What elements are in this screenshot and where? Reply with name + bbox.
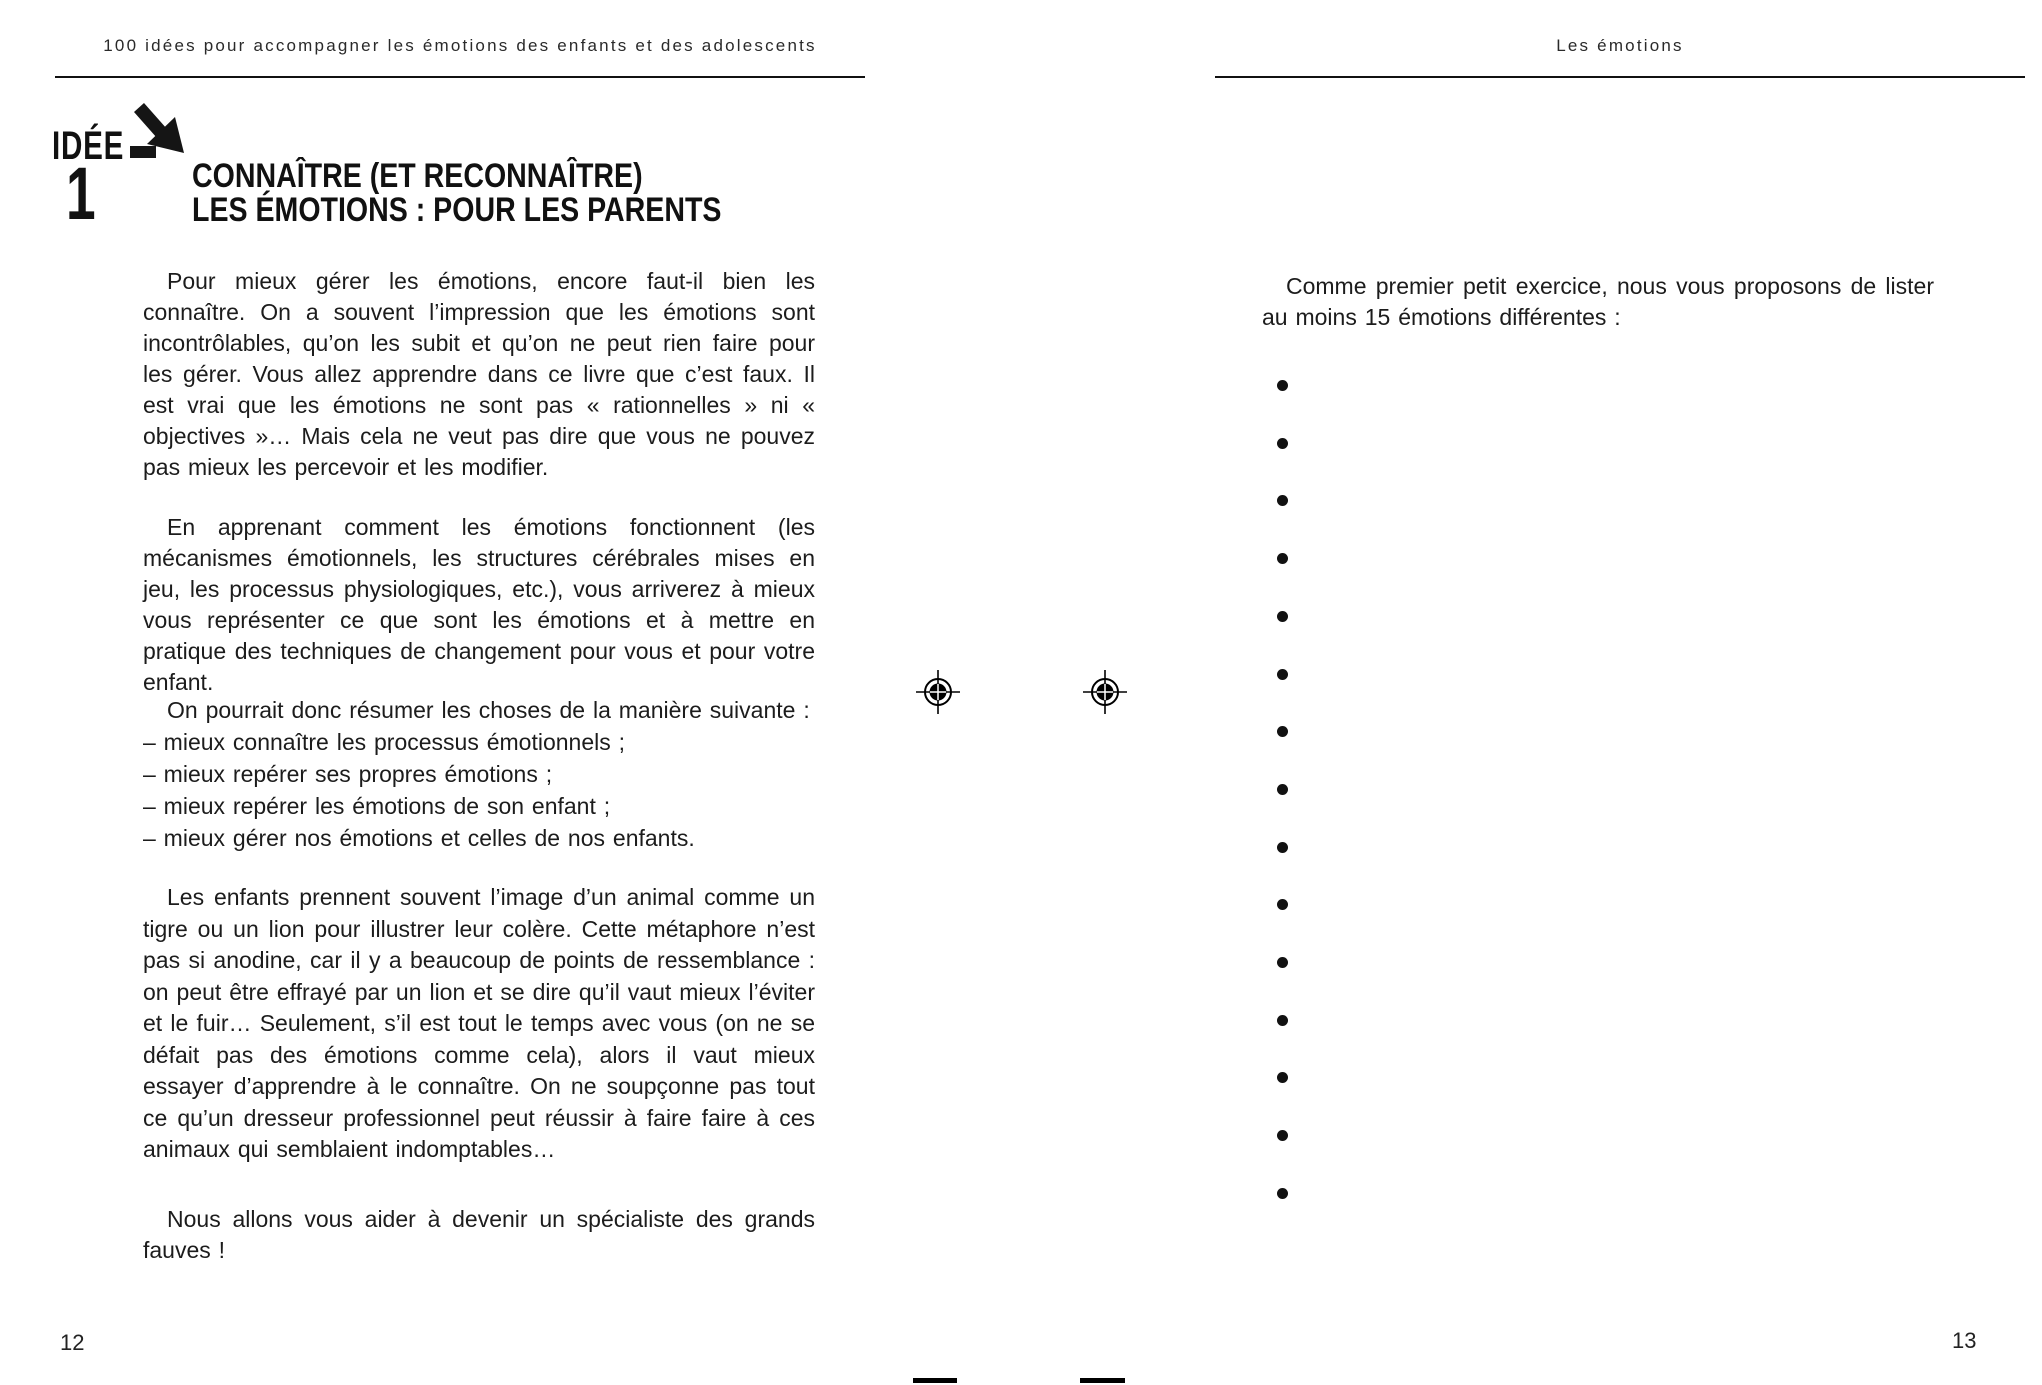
resume-item: – mieux gérer nos émotions et celles de nos enfants. xyxy=(143,825,695,851)
paragraph-4: Les enfants prennent souvent l’image d’un animal comme un tigre ou un lion pour illustrer leur colère. Cette métaphore n’est pas si anodine, car il y a beaucoup de points de ressemblance : on peut être effrayé par un lion et se dire qu’il vaut mieux l’éviter et le fuir… Seulement, s’il est tout le temps avec vous (on ne se défait pas des émotions comme cela), alors il vaut mieux essayer d’apprendre à le connaître. On ne soupçonne pas tout ce qu’un dresseur professionnel peut réussir à faire faire à ces animaux qui semblaient indomptables… xyxy=(143,884,815,1162)
emotion-bullet-icon xyxy=(1277,1015,1288,1026)
idea-number: 1 xyxy=(66,152,96,235)
resume-item: – mieux connaître les processus émotionnels ; xyxy=(143,729,626,755)
registration-mark-icon xyxy=(916,670,960,714)
crop-mark-icon xyxy=(1080,1378,1125,1383)
registration-mark-icon xyxy=(1083,670,1127,714)
arrow-down-right-icon xyxy=(130,101,188,164)
exercise-intro: Comme premier petit exercice, nous vous proposons de lister au moins 15 émotions différentes : xyxy=(1262,273,1934,330)
emotion-bullet-icon xyxy=(1277,726,1288,737)
resume-section xyxy=(143,694,815,854)
resume-item: – mieux repérer les émotions de son enfant ; xyxy=(143,793,611,819)
running-head-left: 100 idées pour accompagner les émotions des enfants et des adolescents xyxy=(103,36,817,55)
page-number-right: 13 xyxy=(1952,1328,1977,1353)
emotion-bullet-icon xyxy=(1277,380,1288,391)
emotion-bullet-icon xyxy=(1277,438,1288,449)
emotion-bullet-icon xyxy=(1277,495,1288,506)
emotion-bullet-icon xyxy=(1277,669,1288,680)
emotion-bullet-icon xyxy=(1277,553,1288,564)
emotion-bullet-icon xyxy=(1277,784,1288,795)
chapter-title-line2: LES ÉMOTIONS : POUR LES PARENTS xyxy=(192,191,722,229)
chapter-title-line1: CONNAÎTRE (ET RECONNAÎTRE) xyxy=(192,157,643,195)
emotion-bullet-icon xyxy=(1277,1130,1288,1141)
running-head-rule-left xyxy=(55,76,865,78)
page-number-left: 12 xyxy=(60,1330,85,1355)
paragraph-2: En apprenant comment les émotions fonctionnent (les mécanismes émotionnels, les structures cérébrales mises en jeu, les processus physiologiques, etc.), vous arriverez à mieux vous représenter ce que sont les émotions et à mettre en pratique des techniques de changement pour vous et pour votre enfant. xyxy=(143,514,815,695)
emotion-bullet-icon xyxy=(1277,1188,1288,1199)
chapter-title xyxy=(192,159,721,227)
resume-item: – mieux repérer ses propres émotions ; xyxy=(143,761,553,787)
emotion-bullet-icon xyxy=(1277,842,1288,853)
running-head-rule-right xyxy=(1215,76,2025,78)
emotion-bullet-icon xyxy=(1277,611,1288,622)
crop-mark-icon xyxy=(913,1378,957,1383)
emotion-bullet-icon xyxy=(1277,957,1288,968)
paragraph-5: Nous allons vous aider à devenir un spécialiste des grands fauves ! xyxy=(143,1206,815,1263)
running-head-right: Les émotions xyxy=(1556,36,1684,55)
idea-label: IDÉE xyxy=(52,124,125,168)
resume-intro: On pourrait donc résumer les choses de la manière suivante : xyxy=(167,697,810,723)
emotion-bullet-icon xyxy=(1277,1072,1288,1083)
paragraph-1: Pour mieux gérer les émotions, encore faut-il bien les connaître. On a souvent l’impression que les émotions sont incontrôlables, qu’on les subit et qu’on ne peut rien faire pour les gérer. Vous allez apprendre dans ce livre que c’est faux. Il est vrai que les émotions ne sont pas « rationnelles » ni « objectives »… Mais cela ne veut pas dire que vous ne pouvez pas mieux les percevoir et les modifier. xyxy=(143,268,815,480)
emotion-bullet-icon xyxy=(1277,899,1288,910)
